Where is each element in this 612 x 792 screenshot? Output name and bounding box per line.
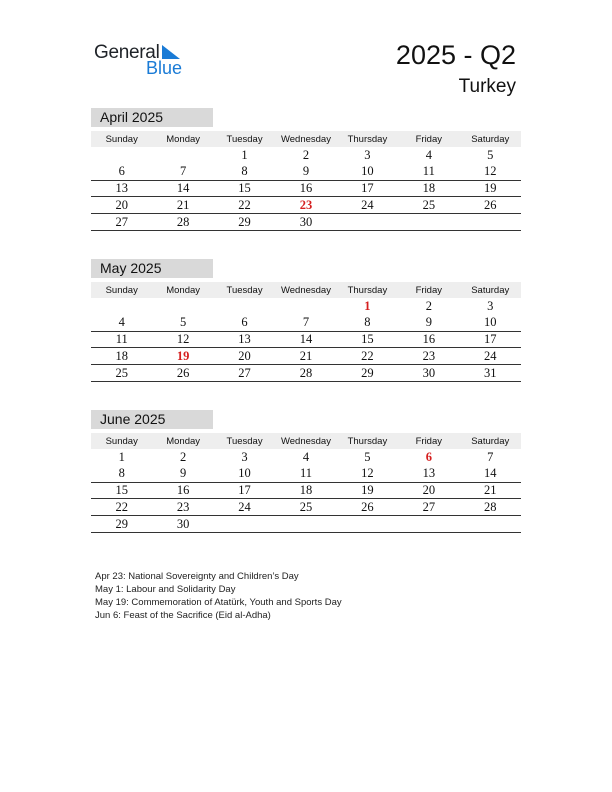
- day-cell: 19: [176, 348, 190, 363]
- day-cell: 5: [364, 449, 371, 464]
- day-cell: 19: [483, 180, 497, 195]
- weekday-label: Wednesday: [280, 435, 331, 447]
- day-cell: 23: [176, 499, 190, 514]
- day-cell: 20: [238, 348, 251, 363]
- weekday-label: Thursday: [347, 284, 388, 296]
- day-cell: 13: [238, 331, 251, 346]
- weekday-label: Tuesday: [226, 284, 263, 296]
- page-title: 2025 - Q2: [395, 40, 516, 70]
- day-cell: 10: [238, 466, 251, 481]
- logo-blue-text: Blue: [146, 58, 183, 78]
- weekday-label: Saturday: [471, 284, 510, 296]
- weekday-label: Tuesday: [226, 435, 263, 447]
- day-cell: 22: [115, 499, 128, 514]
- day-cell: 12: [361, 466, 374, 481]
- weekday-label: Sunday: [105, 133, 138, 145]
- day-cell: 30: [422, 365, 436, 380]
- day-cell: 21: [176, 197, 190, 212]
- day-cell: 11: [299, 466, 312, 481]
- logo-triangle-icon: [162, 45, 180, 59]
- day-cell: 11: [422, 164, 435, 179]
- month-block: [91, 410, 521, 533]
- day-cell: 25: [422, 197, 436, 212]
- week-row: [91, 197, 521, 214]
- week-row: [91, 332, 521, 349]
- day-cell: 24: [361, 197, 374, 212]
- day-cell: 18: [115, 348, 128, 363]
- day-cell: 27: [238, 365, 251, 380]
- day-cell: 5: [487, 147, 494, 162]
- day-cell: 25: [299, 499, 313, 514]
- day-cell: 1: [241, 147, 248, 162]
- weekday-label: Monday: [166, 284, 201, 296]
- day-cell: 8: [241, 164, 248, 179]
- day-cell: 17: [483, 331, 497, 346]
- weekday-header-row: [91, 282, 521, 298]
- weekday-label: Sunday: [105, 435, 138, 447]
- weekday-label: Wednesday: [280, 133, 331, 145]
- day-cell: 13: [422, 466, 436, 481]
- week-row: [91, 147, 521, 164]
- month-title: May 2025: [91, 259, 213, 278]
- day-cell: 25: [115, 365, 128, 380]
- day-cell: 1: [118, 449, 125, 464]
- day-cell: 26: [176, 365, 190, 380]
- week-row: [91, 365, 521, 382]
- month-block: [91, 108, 521, 231]
- holiday-note: Apr 23: National Sovereignty and Children’s Day: [95, 571, 299, 582]
- weekday-label: Friday: [415, 284, 443, 296]
- month-block: [91, 259, 521, 382]
- day-cell: 14: [176, 180, 190, 195]
- day-cell: 30: [176, 516, 190, 531]
- week-row: [91, 164, 521, 181]
- day-cell: 6: [118, 164, 125, 179]
- holiday-note: May 19: Commemoration of Atatürk, Youth and Sports Day: [95, 597, 342, 608]
- week-row: [91, 348, 521, 365]
- day-cell: 21: [483, 482, 497, 497]
- day-cell: 21: [299, 348, 313, 363]
- weekday-label: Wednesday: [280, 284, 331, 296]
- day-cell: 4: [425, 147, 432, 162]
- day-cell: 17: [238, 482, 251, 497]
- week-row: [91, 214, 521, 231]
- day-cell: 27: [115, 214, 128, 229]
- day-cell: 3: [364, 147, 371, 162]
- day-cell: 10: [361, 164, 374, 179]
- day-cell: 12: [483, 164, 497, 179]
- day-cell: 13: [115, 180, 128, 195]
- logo-general-text: General: [94, 42, 160, 63]
- week-row: [91, 483, 521, 500]
- day-cell: 7: [180, 164, 187, 179]
- day-cell: 16: [422, 331, 436, 346]
- day-cell: 10: [483, 315, 497, 330]
- day-cell: 28: [176, 214, 190, 229]
- month-title: April 2025: [91, 108, 213, 127]
- day-cell: 26: [483, 197, 497, 212]
- weekday-label: Monday: [166, 435, 201, 447]
- day-cell: 16: [299, 180, 313, 195]
- day-cell: 16: [176, 482, 190, 497]
- weekday-label: Saturday: [471, 133, 510, 145]
- day-cell: 29: [361, 365, 374, 380]
- day-cell: 6: [425, 449, 432, 464]
- day-cell: 12: [176, 331, 190, 346]
- weekday-label: Friday: [415, 435, 443, 447]
- day-cell: 14: [483, 466, 497, 481]
- day-cell: 26: [361, 499, 374, 514]
- weekday-header-row: [91, 131, 521, 147]
- day-cell: 30: [299, 214, 313, 229]
- logo: [94, 42, 194, 78]
- week-row: [91, 315, 521, 332]
- day-cell: 31: [483, 365, 497, 380]
- day-cell: 29: [238, 214, 251, 229]
- weekday-label: Sunday: [105, 284, 138, 296]
- day-cell: 28: [299, 365, 313, 380]
- day-cell: 8: [364, 315, 371, 330]
- week-row: [91, 499, 521, 516]
- weekday-label: Thursday: [347, 435, 388, 447]
- weekday-header-row: [91, 433, 521, 449]
- week-row: [91, 298, 521, 315]
- day-cell: 24: [483, 348, 497, 363]
- holiday-note: Jun 6: Feast of the Sacrifice (Eid al-Adha): [95, 610, 271, 621]
- week-row: [91, 449, 521, 466]
- day-cell: 20: [115, 197, 128, 212]
- day-cell: 15: [115, 482, 128, 497]
- weekday-label: Thursday: [347, 133, 388, 145]
- day-cell: 11: [115, 331, 128, 346]
- day-cell: 2: [180, 449, 187, 464]
- day-cell: 1: [364, 298, 371, 313]
- day-cell: 4: [302, 449, 310, 464]
- day-cell: 29: [115, 516, 128, 531]
- day-cell: 15: [361, 331, 374, 346]
- day-cell: 28: [483, 499, 497, 514]
- week-row: [91, 181, 521, 198]
- day-cell: 23: [299, 197, 313, 212]
- holiday-note: May 1: Labour and Solidarity Day: [95, 584, 236, 595]
- day-cell: 4: [118, 315, 125, 330]
- holiday-notes: [95, 570, 342, 622]
- day-cell: 24: [238, 499, 251, 514]
- day-cell: 19: [361, 482, 374, 497]
- day-cell: 7: [302, 315, 310, 330]
- day-cell: 2: [302, 147, 310, 162]
- day-cell: 17: [361, 180, 374, 195]
- weekday-label: Monday: [166, 133, 201, 145]
- weekday-label: Saturday: [471, 435, 510, 447]
- day-cell: 27: [422, 499, 436, 514]
- day-cell: 9: [180, 466, 187, 481]
- weekday-label: Friday: [415, 133, 443, 145]
- weekday-label: Tuesday: [226, 133, 263, 145]
- day-cell: 22: [238, 197, 251, 212]
- day-cell: 18: [422, 180, 436, 195]
- day-cell: 9: [425, 315, 432, 330]
- day-cell: 5: [180, 315, 187, 330]
- day-cell: 7: [487, 449, 494, 464]
- week-row: [91, 516, 521, 533]
- week-row: [91, 466, 521, 483]
- day-cell: 15: [238, 180, 251, 195]
- day-cell: 14: [299, 331, 313, 346]
- country-name: Turkey: [458, 76, 516, 97]
- day-cell: 18: [299, 482, 313, 497]
- day-cell: 9: [302, 164, 310, 179]
- day-cell: 22: [361, 348, 374, 363]
- day-cell: 20: [422, 482, 436, 497]
- day-cell: 2: [425, 298, 432, 313]
- day-cell: 6: [241, 315, 248, 330]
- day-cell: 3: [241, 449, 248, 464]
- day-cell: 3: [487, 298, 494, 313]
- month-title: June 2025: [91, 410, 213, 429]
- day-cell: 8: [118, 466, 125, 481]
- day-cell: 23: [422, 348, 436, 363]
